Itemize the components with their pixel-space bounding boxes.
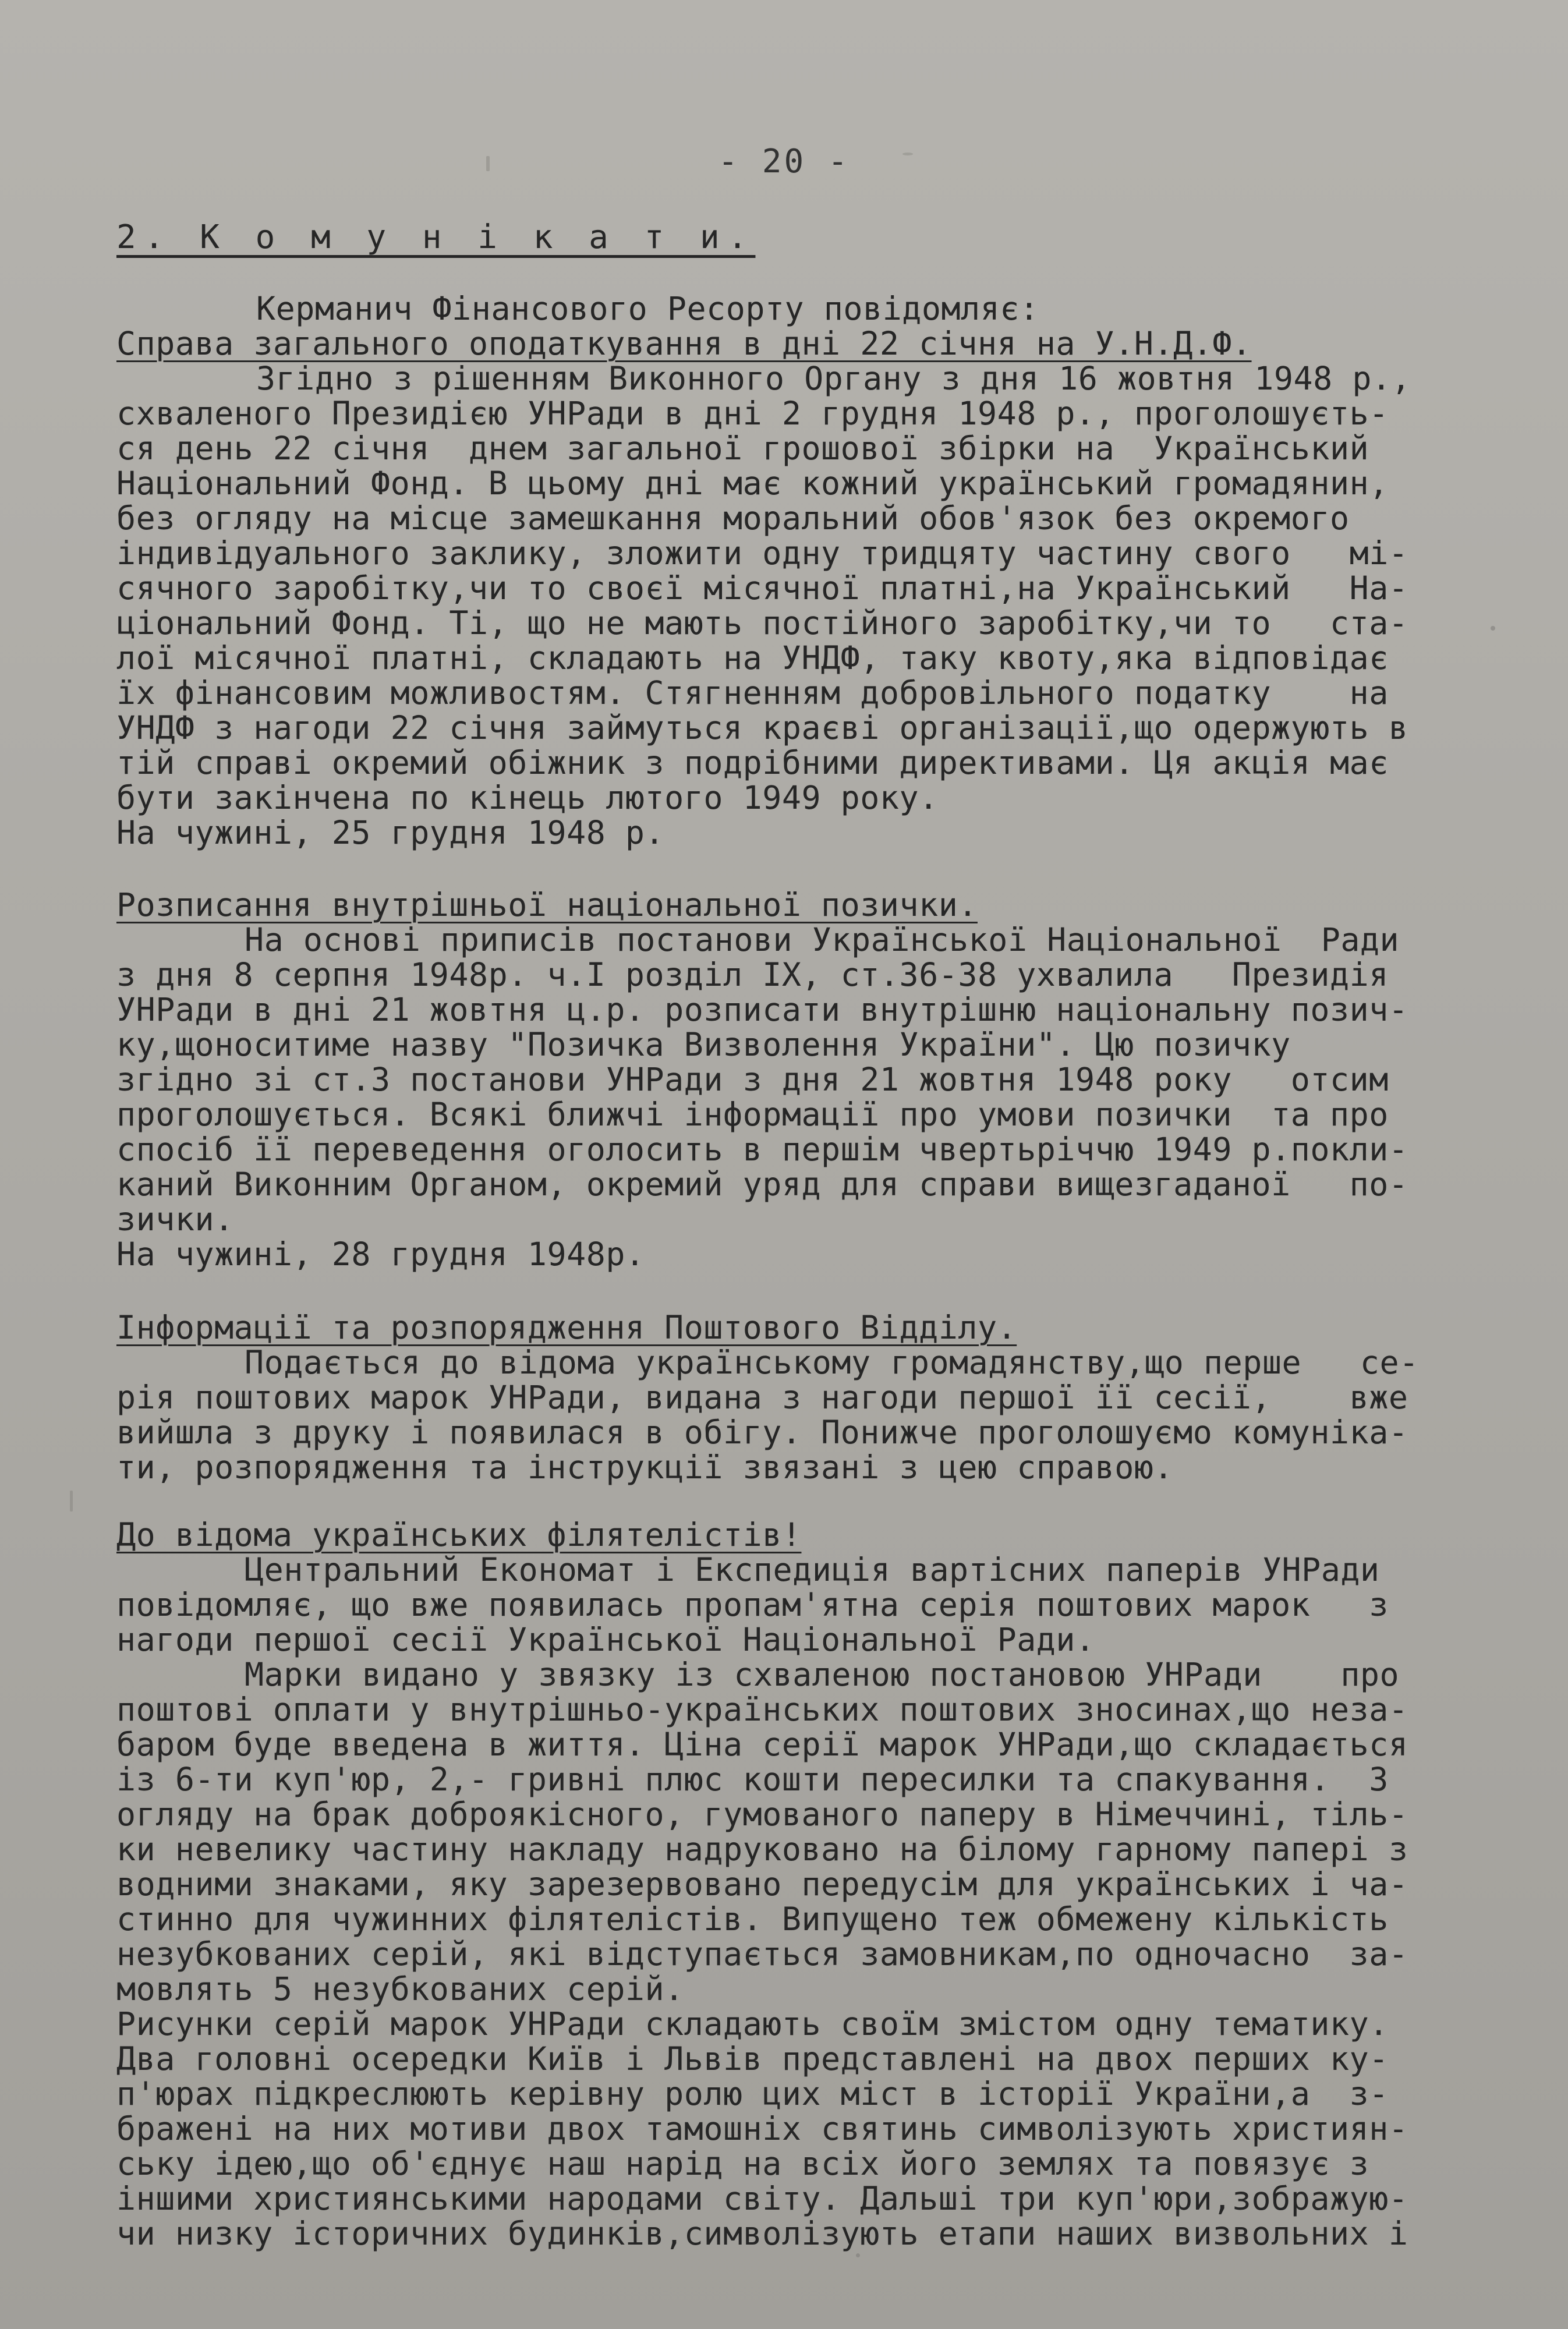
text-line: Рисунки серій марок УНРади складають своїм змістом одну тематику. <box>116 2005 1389 2043</box>
subheading-taxation: Справа загального оподаткування в дні 22 січня на У.Н.Д.Ф. <box>116 325 1252 362</box>
subheading-loan: Розписання внутрішньої національної позички. <box>116 886 978 923</box>
text-line: зички. <box>116 1201 234 1238</box>
text-line: ти, розпорядження та інструкції звязані з цею справою. <box>116 1449 1174 1486</box>
text-line: лої місячної платні, складають на УНДФ, таку квоту,яка відповідає <box>116 639 1389 677</box>
text-line: каний Виконним Органом, окремий уряд для справи вищезгаданої по- <box>116 1166 1408 1203</box>
text-line: На основі приписів постанови Української Національної Ради <box>245 921 1400 958</box>
date-line: На чужині, 25 грудня 1948 р. <box>116 814 665 851</box>
text-line: проголошується. Всякі ближчі інформації про умови позички та про <box>116 1096 1389 1133</box>
text-line: без огляду на місце замешкання моральний обов'язок без окремого <box>116 500 1350 537</box>
text-line: бути закінчена по кінець лютого 1949 року. <box>116 779 939 816</box>
text-line: Національний Фонд. В цьому дні має кожний український громадянин, <box>116 465 1389 502</box>
text-line: водними знаками, яку зарезервовано передусім для українських і ча- <box>116 1866 1408 1903</box>
text-line: чи низку історичних будинків,символізують етапи наших визвольних і <box>116 2215 1408 2252</box>
date-line: На чужині, 28 грудня 1948р. <box>116 1236 645 1273</box>
page-number: - 20 - <box>718 143 850 180</box>
text-line: бражені на них мотиви двох тамошніх святинь символізують християн- <box>116 2110 1408 2147</box>
text-line: схваленого Президією УНРади в дні 2 грудня 1948 р., проголошуєть- <box>116 395 1389 432</box>
text-line: тій справі окремий обіжник з подрібними директивами. Ця акція має <box>116 744 1389 781</box>
text-line: ську ідею,що об'єднує наш нарід на всіх його землях та повязує з <box>116 2145 1369 2182</box>
subheading-postal: Інформації та розпорядження Поштового Відділу. <box>116 1309 1017 1346</box>
text-line: мовлять 5 незубкованих серій. <box>116 1970 684 2008</box>
text-line: Два головні осередки Київ і Львів представлені на двох перших ку- <box>116 2040 1389 2077</box>
text-line: баром буде введена в життя. Ціна серії марок УНРади,що складається <box>116 1726 1408 1763</box>
section-heading: 2. К о м у н і к а т и. <box>116 218 756 256</box>
text-line: Згідно з рішенням Виконного Органу з дня 16 жовтня 1948 р., <box>256 360 1411 397</box>
text-line: Керманич Фінансового Ресорту повідомляє: <box>256 290 1039 327</box>
scan-speck <box>856 2253 860 2257</box>
text-line: згідно зі ст.3 постанови УНРади з дня 21 жовтня 1948 року отсим <box>116 1061 1389 1098</box>
text-line: незубкованих серій, які відступається замовникам,по одночасно за- <box>116 1935 1408 1973</box>
text-line: із 6-ти куп'юр, 2,- гривні плюс кошти пересилки та спакування. З <box>116 1761 1389 1798</box>
text-line: огляду на брак доброякісного, гумованого паперу в Німеччині, тіль- <box>116 1796 1408 1833</box>
text-line: їх фінансовим можливостям. Стягненням добровільного податку на <box>116 674 1389 712</box>
text-line: п'юрах підкреслюють керівну ролю цих міст в історії України,а з- <box>116 2075 1389 2112</box>
text-line: рія поштових марок УНРади, видана з нагоди першої її сесії, вже <box>116 1379 1408 1416</box>
text-line: УНДФ з нагоди 22 січня займуться краєві організації,що одержують в <box>116 709 1408 746</box>
text-line: ціональний Фонд. Ті, що не мають постійного заробітку,чи то ста- <box>116 604 1408 642</box>
scan-speck <box>70 1491 73 1512</box>
text-line: УНРади в дні 21 жовтня ц.р. розписати внутрішню національну позич- <box>116 991 1408 1028</box>
text-line: Подається до відома українському громадянству,що перше се- <box>245 1344 1419 1381</box>
text-line: поштові оплати у внутрішньо-українських поштових зносинах,що неза- <box>116 1691 1408 1728</box>
text-line: сячного заробітку,чи то своєї місячної платні,на Український На- <box>116 569 1408 607</box>
subheading-philatelists: До відома українських філятелістів! <box>116 1516 802 1553</box>
text-line: індивідуального заклику, зложити одну тридцяту частину свого мі- <box>116 535 1408 572</box>
scan-speck <box>1491 626 1495 631</box>
text-line: ся день 22 січня днем загальної грошової збірки на Український <box>116 430 1369 467</box>
text-line: повідомляє, що вже появилась пропам'ятна серія поштових марок з <box>116 1586 1389 1623</box>
text-line: стинно для чужинних філятелістів. Випущено теж обмежену кількість <box>116 1900 1389 1938</box>
text-line: Центральний Економат і Експедиція вартісних паперів УНРади <box>245 1551 1380 1588</box>
text-line: ку,щоноситиме назву "Позичка Визволення України". Цю позичку <box>116 1026 1291 1063</box>
text-line: спосіб її переведення оголосить в першім чвертьріччю 1949 р.покли- <box>116 1131 1408 1168</box>
text-line: з дня 8 серпня 1948р. ч.І розділ ІХ, ст.36-38 ухвалила Президія <box>116 956 1389 993</box>
text-line: ки невелику частину накладу надруковано на білому гарному папері з <box>116 1831 1408 1868</box>
text-line: нагоди першої сесії Української Національної Ради. <box>116 1621 1095 1658</box>
text-line: Марки видано у звязку із схваленою постановою УНРади про <box>245 1656 1400 1693</box>
text-line: вийшла з друку і появилася в обігу. Понижче проголошуємо комуніка- <box>116 1414 1408 1451</box>
text-line: іншими християнськими народами світу. Дальші три куп'юри,зображую- <box>116 2180 1408 2217</box>
